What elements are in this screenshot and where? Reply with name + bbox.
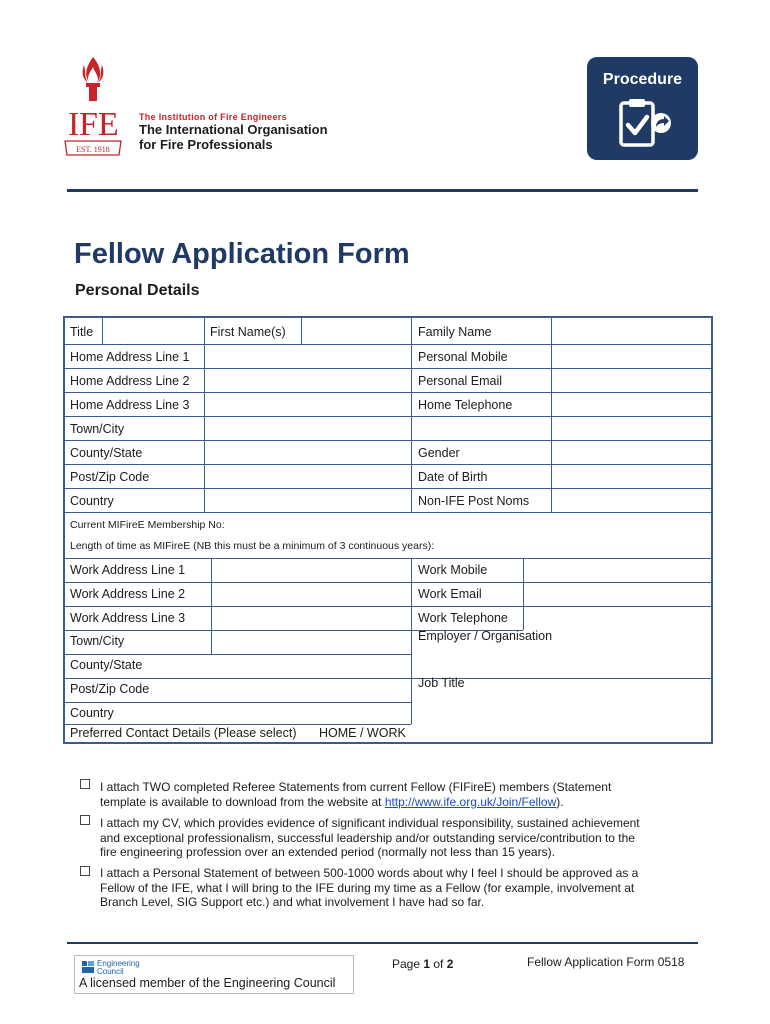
work-mobile-label: Work Mobile	[418, 563, 488, 577]
org-tagline-2: for Fire Professionals	[139, 137, 273, 152]
header-divider	[67, 189, 698, 192]
town-city-label: Town/City	[70, 422, 125, 436]
form-reference: Fellow Application Form 0518	[527, 955, 685, 969]
length-of-time-label: Length of time as MIFireE (NB this must be a minimum of 3 continuous years):	[70, 540, 435, 552]
clipboard-check-icon	[617, 97, 673, 149]
personal-statement-checkbox[interactable]	[80, 866, 90, 876]
work-town-city-label: Town/City	[70, 634, 125, 648]
gender-label: Gender	[418, 446, 460, 460]
non-ife-post-noms-label: Non-IFE Post Noms	[418, 494, 530, 508]
work-address-3-label: Work Address Line 3	[70, 611, 186, 625]
work-address-2-label: Work Address Line 2	[70, 587, 186, 601]
post-zip-label: Post/Zip Code	[70, 470, 150, 484]
family-name-label: Family Name	[418, 325, 492, 339]
svg-text:E: E	[98, 106, 119, 143]
page-title: Fellow Application Form	[74, 238, 410, 270]
footer-divider	[67, 942, 698, 944]
work-post-zip-label: Post/Zip Code	[70, 682, 150, 696]
work-country-label: Country	[70, 706, 114, 720]
county-state-label: County/State	[70, 446, 143, 460]
preferred-contact-label: Preferred Contact Details (Please select)	[70, 726, 297, 740]
work-address-1-label: Work Address Line 1	[70, 563, 186, 577]
first-names-label: First Name(s)	[210, 325, 286, 339]
procedure-label: Procedure	[602, 71, 683, 88]
personal-email-label: Personal Email	[418, 374, 503, 388]
org-name-red: The Institution of Fire Engineers	[139, 112, 287, 122]
membership-no-label: Current MIFireE Membership No:	[70, 519, 225, 531]
personal-statement: I attach a Personal Statement of between 500-1000 words about why I feel I should be approved as a Fellow of the IFE, what I will bring to the IFE during my time as a Fellow (for example, involvement at Branch Level, SIG Support etc.) and what involvement I have had so far.	[100, 866, 639, 909]
home-address-2-label: Home Address Line 2	[70, 374, 190, 388]
preferred-contact-options[interactable]: HOME / WORK	[319, 726, 406, 740]
svg-text:F: F	[79, 106, 98, 143]
cv-statement: I attach my CV, which provides evidence of significant individual responsibility, sustained achievement and exceptional professionalism, successful leadership and/or outstanding service/contribution to the fire engineering profession over an extended period (normally not less than 15 years).	[100, 816, 640, 859]
engineering-council-badge	[74, 955, 354, 994]
home-address-3-label: Home Address Line 3	[70, 398, 190, 412]
engineering-council-logo-icon	[82, 961, 94, 973]
ec-tagline: A licensed member of the Engineering Council	[79, 976, 336, 990]
fellow-link[interactable]: http://www.ife.org.uk/Join/Fellow	[384, 794, 557, 809]
section-title: Personal Details	[75, 282, 200, 299]
personal-details-table	[63, 316, 713, 744]
personal-mobile-label: Personal Mobile	[418, 350, 508, 364]
employer-label: Employer / Organisation	[418, 629, 553, 643]
work-email-label: Work Email	[418, 587, 482, 601]
referee-statement: I attach TWO completed Referee Statements from current Fellow (FIFireE) members (Statement template is available to download from the website at http://www.ife.org.uk/Join/Fellow).	[100, 780, 612, 809]
work-telephone-label: Work Telephone	[418, 611, 508, 625]
page-number: Page 1 of 2	[392, 957, 454, 971]
home-telephone-label: Home Telephone	[418, 398, 513, 412]
ife-logo	[62, 55, 124, 163]
logo-established: EST. 1918	[76, 145, 110, 154]
org-tagline-1: The International Organisation	[139, 122, 328, 137]
cv-checkbox[interactable]	[80, 815, 90, 825]
country-label: Country	[70, 494, 114, 508]
ec-name-line2: Council	[97, 967, 124, 976]
title-label: Title	[70, 325, 94, 339]
procedure-badge	[587, 57, 698, 160]
ec-name-line1: Engineering	[97, 959, 140, 968]
date-of-birth-label: Date of Birth	[418, 470, 488, 484]
home-address-1-label: Home Address Line 1	[70, 350, 190, 364]
referee-checkbox[interactable]	[80, 779, 90, 789]
job-title-label: Job Title	[418, 676, 465, 690]
svg-text:I: I	[68, 106, 80, 143]
work-county-state-label: County/State	[70, 658, 143, 672]
